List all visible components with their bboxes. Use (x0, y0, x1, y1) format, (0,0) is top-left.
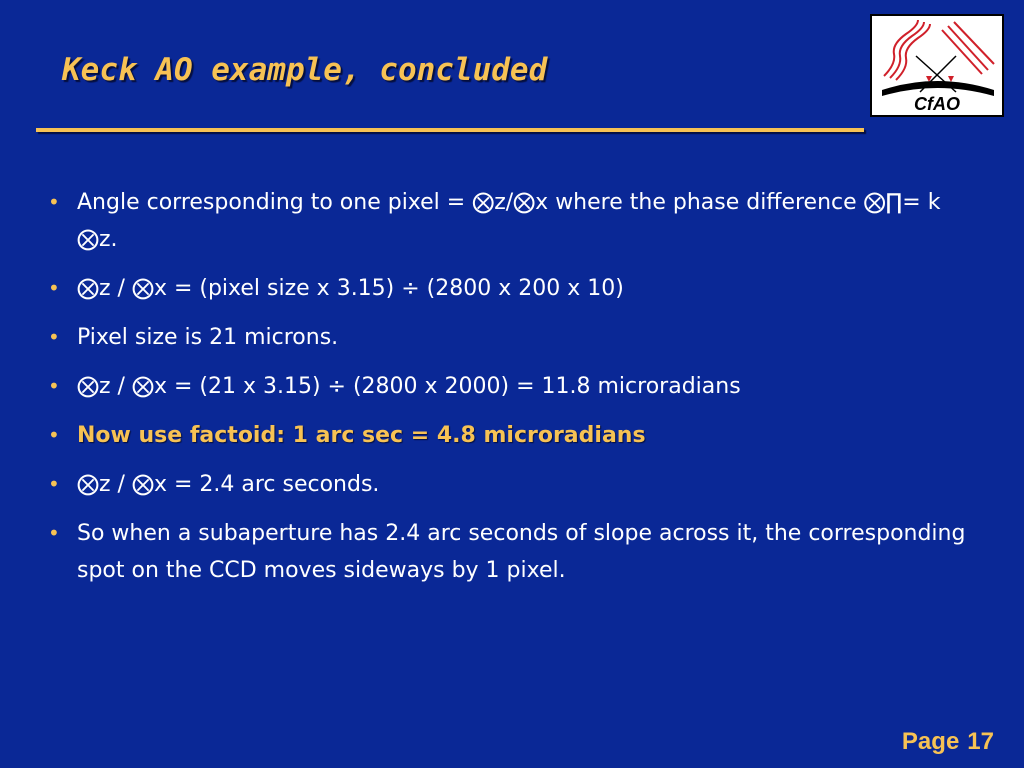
bullet-icon: • (48, 521, 60, 545)
bullet-item (44, 270, 984, 307)
bullet-text: So when a subaperture has 2.4 arc seconds of slope across it, the corresponding spot on the CCD moves sideways by 1 pixel. (77, 521, 966, 583)
bullet-icon: • (48, 325, 60, 349)
bullet-item (44, 368, 984, 405)
bullet-item (44, 466, 984, 503)
bullet-icon: • (48, 190, 60, 214)
bullet-text: ⨂z / ⨂x = (pixel size x 3.15) ÷ (2800 x 200 x 10) (77, 276, 624, 301)
page-number (902, 728, 994, 756)
cfao-logo-icon (872, 16, 1002, 115)
bullet-text: ⨂z / ⨂x = (21 x 3.15) ÷ (2800 x 2000) = 11.8 microradians (77, 374, 741, 399)
bullet-item-highlight (44, 417, 984, 454)
bullet-text: Pixel size is 21 microns. (77, 325, 339, 350)
bullet-text: Angle corresponding to one pixel = ⨂z/⨂x where the phase difference ⨂∏= k ⨂z. (77, 190, 941, 252)
bullet-icon: • (48, 374, 60, 398)
slide-title: Keck AO example, concluded (62, 52, 548, 88)
page-label: Page (901, 728, 960, 755)
page-number-value: 17 (967, 728, 994, 755)
logo-text: CfAO (914, 94, 960, 114)
bullet-text: ⨂z / ⨂x = 2.4 arc seconds. (77, 472, 380, 497)
bullet-item (44, 515, 984, 589)
bullet-item (44, 319, 984, 356)
bullet-text: Now use factoid: 1 arc sec = 4.8 microradians (77, 423, 646, 448)
bullet-icon: • (48, 423, 60, 447)
cfao-logo (870, 14, 1004, 117)
title-underline (36, 128, 864, 132)
bullet-icon: • (48, 276, 60, 300)
bullet-list (44, 184, 984, 601)
bullet-item (44, 184, 984, 258)
bullet-icon: • (48, 472, 60, 496)
